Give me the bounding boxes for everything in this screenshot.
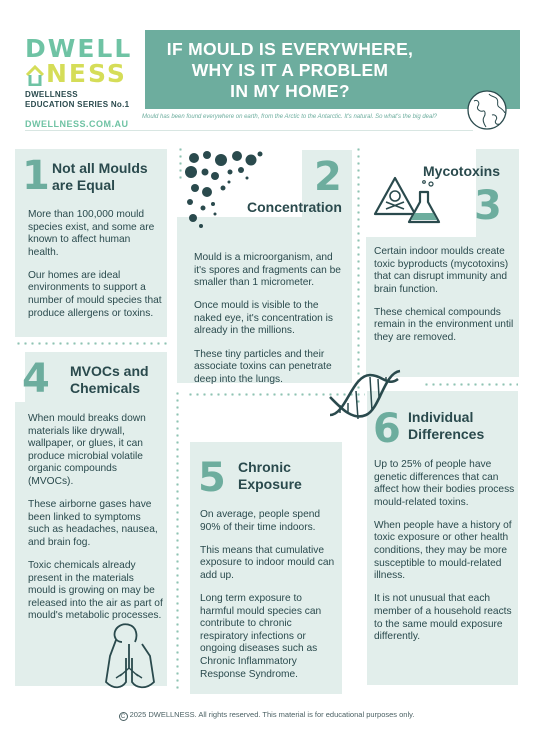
title-line-1: IF MOULD IS EVERYWHERE, xyxy=(166,39,414,59)
section-2-paragraph: Mould is a microorganism, and it's spores and fragments can be smaller than 1 micrometer. xyxy=(194,252,341,289)
section-6-paragraph: It is not unusual that each member of a household reacts to the same mould exposure differently. xyxy=(374,593,512,643)
section-2-number: 2 xyxy=(314,154,342,200)
section-1-number: 1 xyxy=(22,153,50,199)
section-5-paragraph: Long term exposure to harmful mould species can contribute to chronic respiratory infections or ongoing diseases such as Chronic Inflammatory Response Syndrome. xyxy=(200,592,322,680)
logo-line-2: NESS xyxy=(46,59,127,88)
section-2-body xyxy=(194,252,344,397)
intro-subtitle: Mould has been found everywhere on earth, from the Arctic to the Antarctic. It's natural. So what's the big deal? xyxy=(142,114,438,120)
mould-spores-icon xyxy=(185,150,263,232)
brand-logo xyxy=(25,36,135,129)
page-title xyxy=(145,39,435,102)
copyright-icon: C xyxy=(119,712,128,721)
dotted-divider xyxy=(423,383,518,386)
section-5-title-line-1: Chronic xyxy=(238,459,291,475)
section-4-title-line-2: Chemicals xyxy=(70,380,141,396)
section-1-paragraph: Our homes are ideal environments to support a number of mould species that produce allergens or toxins. xyxy=(28,269,162,319)
section-1-paragraph: More than 100,000 mould species exist, and some are known to affect human health. xyxy=(28,209,155,258)
section-5-title xyxy=(238,459,302,493)
section-2-paragraph: These tiny particles and their associate toxins can penetrate deep into the lungs. xyxy=(194,348,332,385)
title-banner xyxy=(145,30,520,109)
section-1-title xyxy=(52,160,148,194)
dotted-divider xyxy=(15,342,167,345)
toxic-flask-icon xyxy=(373,176,443,228)
section-6-paragraph: Up to 25% of people have genetic differences that can affect how their bodies process mould-related toxins. xyxy=(374,459,515,508)
section-2-title: Concentration xyxy=(247,199,342,215)
section-6-title-line-2: Differences xyxy=(408,426,485,442)
lungs-icon xyxy=(102,622,158,694)
section-4-paragraph: When mould breaks down materials like drywall, wallpaper, or glues, it can produce microbial volatile organic compounds (MVOCs). xyxy=(28,413,146,487)
section-4-body xyxy=(28,413,164,633)
dotted-divider xyxy=(357,146,360,404)
section-5-paragraph: This means that cumulative exposure to indoor mould can add up. xyxy=(200,544,335,581)
logo-line-2-row xyxy=(25,61,135,86)
series-label: EDUCATION SERIES No.1 xyxy=(25,100,130,109)
title-line-3: IN MY HOME? xyxy=(230,81,350,101)
section-5-title-line-2: Exposure xyxy=(238,476,302,492)
section-5-paragraph: On average, people spend 90% of their time indoors. xyxy=(200,509,321,533)
section-4-number: 4 xyxy=(22,356,50,402)
section-1-body xyxy=(28,209,163,331)
title-line-2: WHY IS IT A PROBLEM xyxy=(191,60,389,80)
section-4-title-line-1: MVOCs and xyxy=(70,363,149,379)
section-3-paragraph: Certain indoor moulds create toxic byproducts (mycotoxins) that can disrupt immunity and brain function. xyxy=(374,246,509,295)
section-5-number: 5 xyxy=(198,455,226,501)
section-6-paragraph: When people have a history of toxic exposure or other health conditions, they may be more susceptible to mould-related illness. xyxy=(374,519,512,582)
section-3-number: 3 xyxy=(474,183,502,229)
section-2-paragraph: Once mould is visible to the naked eye, it's concentration is already in the millions. xyxy=(194,300,333,337)
section-1-title-line-2: are Equal xyxy=(52,177,116,193)
logo-line-1: DWELL xyxy=(25,34,133,63)
copyright-text: 2025 DWELLNESS. All rights reserved. This material is for educational purposes only. xyxy=(129,710,415,719)
section-6-title xyxy=(408,409,484,443)
dotted-divider xyxy=(176,390,179,690)
section-3-body xyxy=(374,246,514,355)
section-3-paragraph: These chemical compounds remain in the environment until they are removed. xyxy=(374,306,514,344)
globe-icon xyxy=(466,89,508,131)
section-1-title-line-1: Not all Moulds xyxy=(52,160,148,176)
website-link[interactable]: DWELLNESS.COM.AU xyxy=(25,119,129,129)
section-6-body xyxy=(374,459,515,654)
section-3-title: Mycotoxins xyxy=(423,163,501,179)
header-divider xyxy=(25,130,473,131)
section-4-paragraph: These airborne gases have been linked to symptoms such as headaches, nausea, and brain fog. xyxy=(28,499,158,548)
footer xyxy=(0,710,533,721)
section-5-body xyxy=(200,509,338,692)
dotted-divider xyxy=(179,146,182,182)
section-4-paragraph: Toxic chemicals already present in the materials mould is growing on may be released into the air as part of mould's metabolic processes. xyxy=(28,559,163,622)
section-4-title xyxy=(70,363,149,397)
series-name: DWELLNESS xyxy=(25,90,78,99)
section-6-number: 6 xyxy=(373,406,401,452)
house-icon xyxy=(25,64,45,86)
section-6-title-line-1: Individual xyxy=(408,409,474,425)
